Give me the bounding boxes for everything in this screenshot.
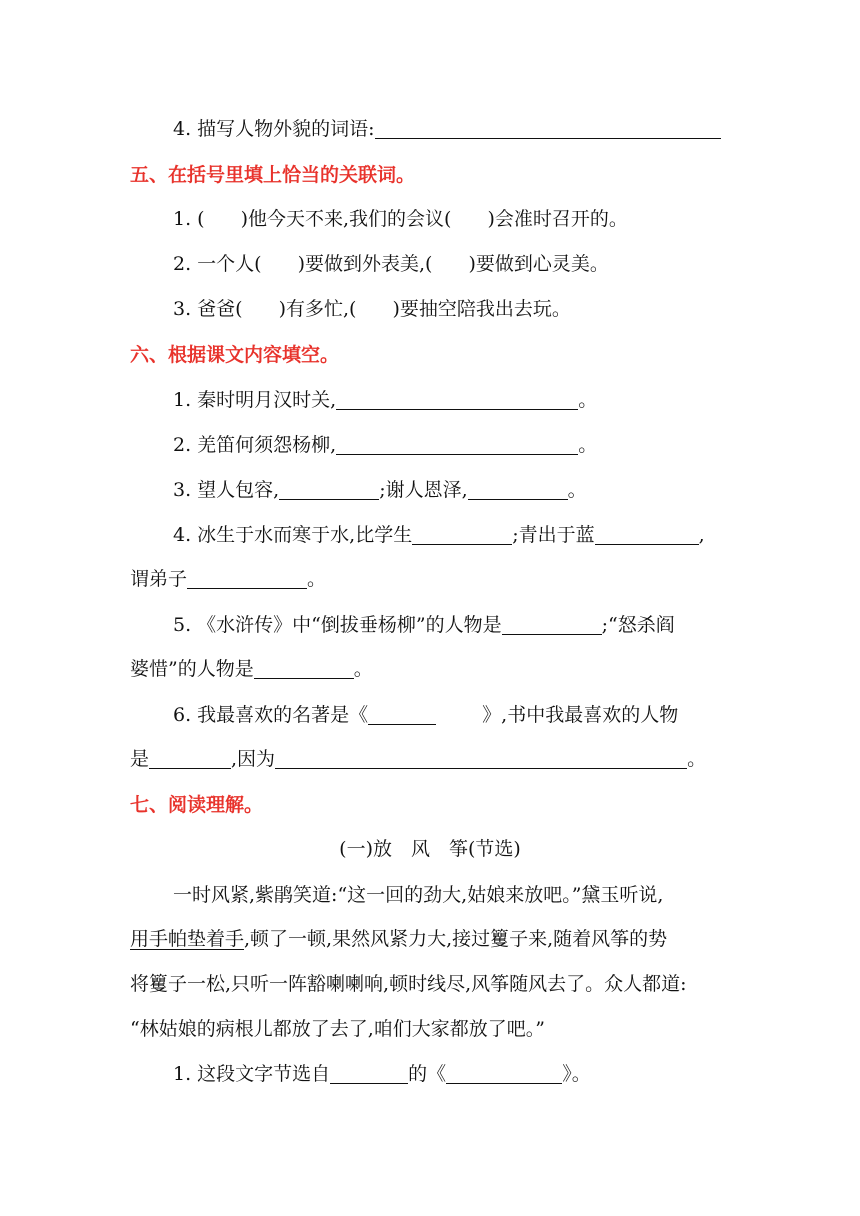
s6-q4-blank3[interactable] (187, 568, 307, 589)
passage-underlined-phrase: 用手帕垫着手 (130, 928, 245, 950)
q4-4-line (173, 116, 860, 142)
s6-q1 (173, 387, 860, 413)
s7-q1-end: 》。 (562, 1063, 591, 1085)
s6-q4-text-b: ;青出于蓝 (512, 524, 595, 546)
passage-line-3: 将籰子一松,只听一阵豁喇喇响,顿时线尽,风筝随风去了。众人都道: (130, 973, 687, 995)
s6-q5-text-c: 婆惜”的人物是 (130, 658, 254, 680)
s5-q1-open: 1. ( (173, 208, 205, 230)
s6-q2 (173, 432, 860, 458)
s7-q1-text-a: 1. 这段文字节选自 (173, 1063, 331, 1085)
passage-line-2-rest: ,顿了一顿,果然风紧力大,接过籰子来,随着风筝的势 (244, 928, 668, 950)
s5-q2-text-a: )要做到外表美,( (297, 253, 433, 275)
q4-4-text: 4. 描写人物外貌的词语: (173, 118, 375, 140)
s6-q5-end: 。 (353, 658, 373, 680)
s6-q4-cont (130, 566, 860, 592)
s6-q5 (173, 612, 860, 638)
q4-4-blank[interactable] (375, 118, 721, 139)
s6-q4-text-c: , (698, 524, 705, 546)
s6-q3-text-b: ;谢人恩泽, (379, 479, 468, 501)
s6-q6-text-c: 是 (130, 748, 150, 770)
s7-q1-blank2[interactable] (446, 1063, 562, 1084)
s5-q2-text-b: )要做到心灵美。 (468, 253, 609, 275)
s6-q6-text-d: ,因为 (231, 748, 276, 770)
passage-line-1: 一时风紧,紫鹃笑道:“这一回的劲大,姑娘来放吧。”黛玉听说, (173, 884, 664, 906)
passage-line-4: “林姑娘的病根儿都放了去了,咱们大家都放了吧。” (130, 1018, 545, 1040)
s5-q2 (173, 251, 860, 277)
s6-q4-blank2[interactable] (595, 524, 699, 545)
s5-q3-text-b: )要抽空陪我出去玩。 (392, 298, 571, 320)
s6-q3-end: 。 (567, 479, 587, 501)
s6-q5-blank2[interactable] (254, 658, 354, 679)
s6-q5-cont (130, 656, 860, 682)
s6-q6-end: 。 (687, 748, 707, 770)
section-5-heading: 五、在括号里填上恰当的关联词。 (130, 164, 416, 186)
s6-q6-blank1[interactable] (368, 704, 436, 725)
s6-q4-end: 。 (307, 568, 327, 590)
s6-q6-text-b: 》,书中我最喜欢的人物 (482, 704, 679, 726)
s7-q1-text-b: 的《 (408, 1063, 447, 1085)
s6-q2-end: 。 (578, 434, 598, 456)
s6-q5-blank1[interactable] (502, 614, 602, 635)
s5-q3-text-a: )有多忙,( (278, 298, 357, 320)
s6-q3-blank1[interactable] (279, 479, 379, 500)
passage-title: (一)放 风 筝(节选) (339, 838, 521, 860)
s6-q3-blank2[interactable] (468, 479, 568, 500)
s5-q3 (173, 296, 860, 322)
passage-line-2 (130, 926, 860, 952)
s6-q5-text-b: ;“怒杀阎 (601, 614, 675, 636)
s6-q6-blank3[interactable] (275, 748, 687, 769)
s6-q6-cont (130, 746, 860, 772)
s7-q1 (173, 1061, 860, 1087)
section-6-heading: 六、根据课文内容填空。 (130, 344, 340, 366)
s6-q1-end: 。 (578, 389, 598, 411)
s6-q4-text-a: 4. 冰生于水而寒于水,比学生 (173, 524, 413, 546)
s6-q1-text: 1. 秦时明月汉时关, (173, 389, 337, 411)
s6-q5-text-a: 5. 《水浒传》中“倒拔垂杨柳”的人物是 (173, 614, 502, 636)
s5-q1-text-a: )他今天不来,我们的会议( (240, 208, 452, 230)
s6-q6-text-a: 6. 我最喜欢的名著是《 (173, 704, 369, 726)
s6-q3-text-a: 3. 望人包容, (173, 479, 280, 501)
s6-q2-text: 2. 羌笛何须怨杨柳, (173, 434, 337, 456)
s5-q1 (173, 206, 860, 232)
s5-q3-open: 3. 爸爸( (173, 298, 243, 320)
s5-q2-open: 2. 一个人( (173, 253, 262, 275)
s6-q1-blank[interactable] (336, 389, 578, 410)
s7-q1-blank1[interactable] (330, 1063, 408, 1084)
s6-q3 (173, 477, 860, 503)
s6-q6 (173, 702, 860, 728)
s6-q6-blank2[interactable] (149, 748, 231, 769)
s6-q4-blank1[interactable] (412, 524, 512, 545)
s5-q1-text-b: )会准时召开的。 (487, 208, 628, 230)
s6-q4 (173, 522, 860, 548)
s6-q2-blank[interactable] (336, 434, 578, 455)
s6-q4-text-d: 谓弟子 (130, 568, 188, 590)
section-7-heading: 七、阅读理解。 (130, 794, 264, 816)
